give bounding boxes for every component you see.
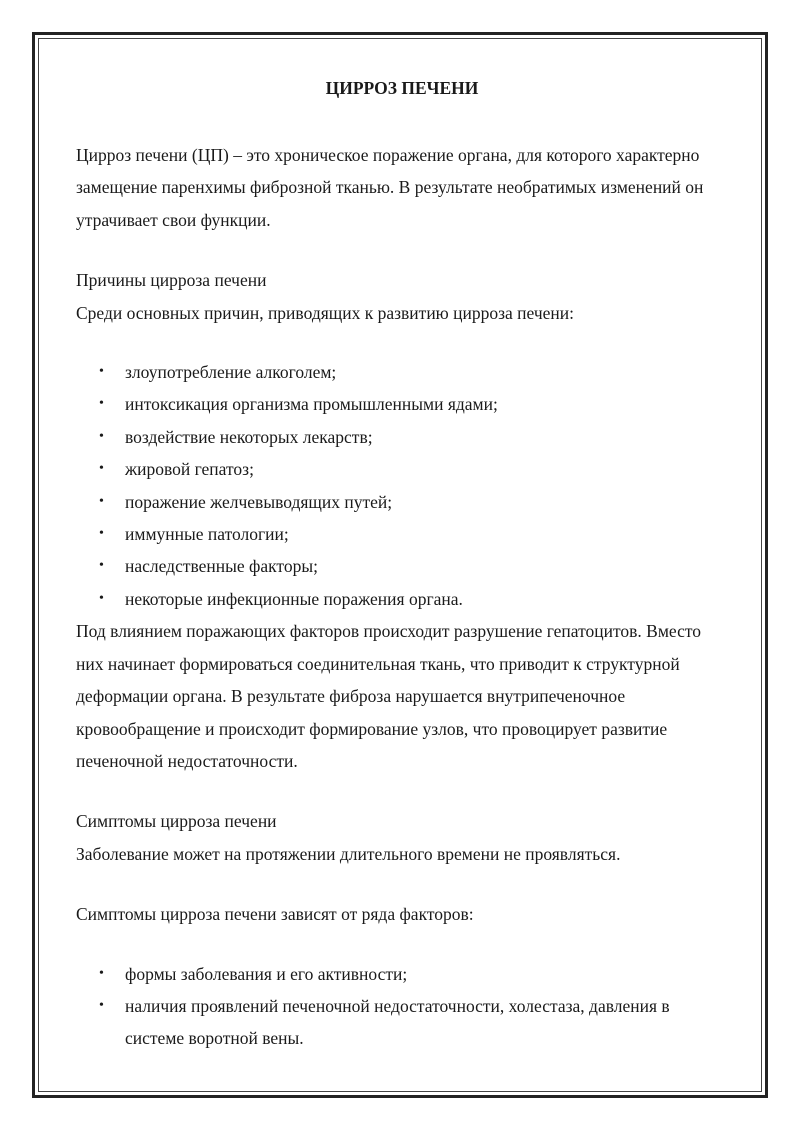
document-body bbox=[76, 76, 728, 1055]
list-item-text: воздействие некоторых лекарств; bbox=[125, 426, 373, 447]
bullet-icon: • bbox=[99, 493, 104, 509]
list-item bbox=[76, 958, 728, 990]
list-item-text: жировой гепатоз; bbox=[125, 459, 254, 480]
list-item bbox=[76, 356, 728, 388]
list-item bbox=[76, 518, 728, 550]
causes-lead: Среди основных причин, приводящих к развитию цирроза печени: bbox=[76, 302, 575, 323]
bullet-icon: • bbox=[99, 396, 104, 412]
mechanism-paragraph: Под влиянием поражающих факторов происходит разрушение гепатоцитов. Вместо них начинает формироваться соединительная ткань, что приводит к структурной деформации органа. В результате фиброза нарушается внутрипеченочное кровообращение и происходит формирование узлов, что провоцирует развитие печеночной недостаточности. bbox=[76, 621, 702, 771]
document-title: ЦИРРОЗ ПЕЧЕНИ bbox=[325, 78, 479, 98]
symptoms-factors-lead: Симптомы цирроза печени зависят от ряда факторов: bbox=[76, 904, 474, 925]
causes-heading: Причины цирроза печени bbox=[76, 270, 267, 291]
bullet-icon: • bbox=[99, 997, 104, 1013]
symptoms-lead: Заболевание может на протяжении длительного времени не проявляться. bbox=[76, 843, 621, 864]
list-item-text: интоксикация организма промышленными ядами; bbox=[125, 394, 498, 415]
list-item bbox=[76, 453, 728, 485]
list-item-text: наличия проявлений печеночной недостаточности, холестаза, давления в системе воротной вены. bbox=[125, 995, 670, 1049]
causes-list bbox=[76, 356, 728, 615]
list-item-text: злоупотребление алкоголем; bbox=[125, 362, 337, 383]
list-item bbox=[76, 388, 728, 420]
list-item bbox=[76, 990, 728, 1055]
symptoms-factors-list bbox=[76, 958, 728, 1055]
bullet-icon: • bbox=[99, 364, 104, 380]
bullet-icon: • bbox=[99, 965, 104, 981]
symptoms-heading: Симптомы цирроза печени bbox=[76, 811, 277, 832]
list-item bbox=[76, 550, 728, 582]
bullet-icon: • bbox=[99, 428, 104, 444]
list-item-text: формы заболевания и его активности; bbox=[125, 963, 408, 984]
list-item-text: некоторые инфекционные поражения органа. bbox=[125, 588, 463, 609]
list-item bbox=[76, 583, 728, 615]
bullet-icon: • bbox=[99, 526, 104, 542]
list-item-text: наследственные факторы; bbox=[125, 556, 318, 577]
list-item-text: поражение желчевыводящих путей; bbox=[125, 491, 393, 512]
bullet-icon: • bbox=[99, 558, 104, 574]
list-item-text: иммунные патологии; bbox=[125, 524, 289, 545]
bullet-icon: • bbox=[99, 461, 104, 477]
list-item bbox=[76, 486, 728, 518]
intro-paragraph: Цирроз печени (ЦП) – это хроническое поражение органа, для которого характерно замещение паренхимы фиброзной тканью. В результате необратимых изменений он утрачивает свои функции. bbox=[76, 145, 704, 230]
bullet-icon: • bbox=[99, 590, 104, 606]
list-item bbox=[76, 421, 728, 453]
